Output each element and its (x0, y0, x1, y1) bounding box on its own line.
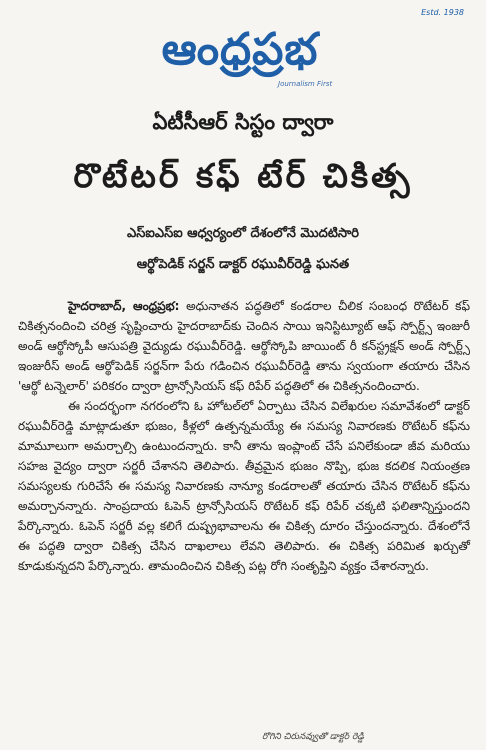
tagline: Journalism First (278, 80, 333, 88)
logo-text: ఆంధ్రప్రభ (161, 24, 319, 75)
article-body (18, 296, 470, 576)
paragraph-text: అధునాతన పద్ధతిలో కండరాల చీలిక సంబంధ రొటేటర్ కఫ్ చికిత్సనందించి చరిత్ర సృష్టించారు హైదరాబాద్‌కు చెందిన సాయి ఇనిస్టిట్యూట్ ఆఫ్ స్పోర్ట్స్ ఇంజురీ అండ్ ఆర్థోస్కోపీ ఆసుపత్రి వైద్యుడు రఘువీర్‌రెడ్డి. ఆర్థోస్కోపి జాయింట్ రీ కన్‌స్ట్రక్షన్ అండ్ స్పోర్ట్స్ ఇంజురీస్ అండ్ ఆర్థోపెడిక్ సర్జన్‌గా పేరు గడించిన రఘువీర్‌రెడ్డి తాను స్వయంగా తయారు చేసిన 'ఆర్థో టన్నెలార్' పరికరం ద్వారా ట్రాన్సోసియస్ కఫ్ రిపేర్ పద్ధతిలో ఈ చికిత్సనందించారు. (18, 299, 470, 393)
newspaper-logo (104, 16, 376, 84)
dateline: హైదరాబాద్, ఆంధ్రప్రభ: (68, 299, 180, 313)
article-subhead-byline: ఆర్థోపెడిక్ సర్జన్ డాక్టర్ రఘువీర్‌రెడ్డి ఘనత (136, 257, 350, 272)
article-kicker: ఏటీసీఆర్ సిస్టం ద్వారా (152, 110, 334, 134)
paragraph (18, 296, 470, 396)
paragraph-text: ఈ సందర్భంగా నగరంలోని ఓ హోటల్‌లో ఏర్పాటు చేసిన విలేఖరుల సమావేశంలో డాక్టర్ రఘువీర్‌రెడ్డి మాట్లాడుతూ భుజం, కీళ్లలో ఉత్పన్నమయ్యే ఈ సమస్య నివారణకు రొటేటర్ కఫ్‌ను మామూలుగా అమర్చాల్సి ఉంటుందన్నారు. కానీ తాను ఇంప్లాంట్ చేసే పనిలేకుండా జీవ మరియు సహజ వైద్యం ద్వారా సర్జరీ చేశానని తెలిపారు. తీవ్రమైన భుజం నొప్పి, భుజ కదలిక నియంత్రణ సమస్యలకు గురిచేసే ఈ సమస్య నివారణకు నాన్యూ కండరాలతో తయారు చేసిన రొటేటర్ కఫ్‌ను అమర్చానన్నారు. సాంప్రదాయ ఓపెన్ ట్రాన్సోసియస్ రొటేటర్ కఫ్ రిపేర్ చక్కటి ఫలితాన్నిస్తుందని పేర్కొన్నారు. ఓపెన్ సర్జరీ వల్ల కలిగే దుష్ప్రభావాలను ఈ చికిత్స దూరం చేస్తుందన్నారు. దేశంలోనే ఈ పద్ధతి ద్వారా చికిత్స చేసిన దాఖలాలు లేవని తెలిపారు. ఈ చికిత్స పరిమిత ఖర్చుతో కూడుకున్నదని పేర్కొన్నారు. తామందించిన చికిత్స పట్ల రోగి సంతృప్తిని వ్యక్తం చేశారన్నారు. (18, 399, 470, 573)
masthead (0, 0, 486, 96)
photo-caption: రోగిని చిరునవ్వుతో డాక్టర్ రెడ్డి (262, 732, 364, 742)
article-subhead: ఎస్ఐఎస్ఐ ఆధ్వర్యంలో దేశంలోనే మొదటిసారి (127, 226, 359, 241)
paragraph (18, 396, 470, 576)
established-year: Estd. 1938 (421, 8, 464, 17)
article-headline: రొటేటర్ కఫ్ టేర్ చికిత్స (73, 156, 413, 195)
